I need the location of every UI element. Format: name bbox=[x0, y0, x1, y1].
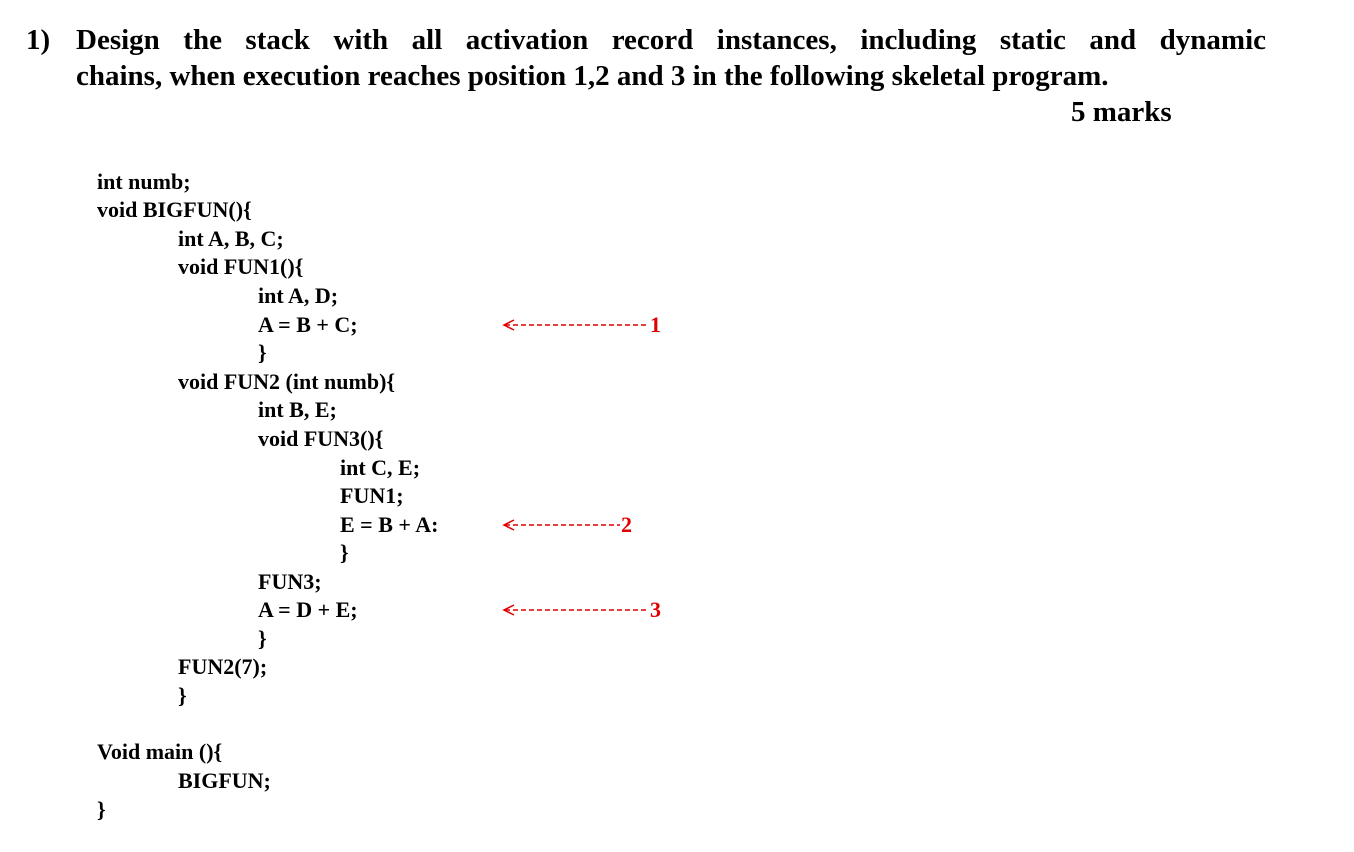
position-marker-2 bbox=[502, 511, 632, 539]
code-line: int C, E; bbox=[340, 455, 421, 480]
arrow-left-icon bbox=[502, 318, 649, 332]
code-line: A = D + E; bbox=[258, 597, 358, 622]
marks-label: 5 marks bbox=[1071, 96, 1172, 128]
code-line: } bbox=[258, 340, 267, 365]
question-line-2: chains, when execution reaches position 1,2 and 3 in the following skeletal program. bbox=[76, 60, 1109, 92]
code-line: } bbox=[178, 683, 187, 708]
code-line: void FUN1(){ bbox=[178, 254, 304, 279]
code-line: int A, B, C; bbox=[178, 226, 284, 251]
code-line: BIGFUN; bbox=[178, 768, 271, 793]
code-line: FUN3; bbox=[258, 569, 322, 594]
arrow-left-icon bbox=[502, 603, 649, 617]
code-line: FUN2(7); bbox=[178, 654, 268, 679]
code-line: void FUN2 (int numb){ bbox=[178, 369, 396, 394]
marker-label: 3 bbox=[650, 597, 661, 622]
code-line: } bbox=[97, 797, 106, 822]
question-text bbox=[26, 22, 1266, 94]
question-line-1: Design the stack with all activation record instances, including static and dynamic bbox=[76, 24, 1266, 56]
code-line: int numb; bbox=[97, 169, 191, 194]
code-line: void FUN3(){ bbox=[258, 426, 384, 451]
question-number: 1) bbox=[26, 24, 51, 56]
question-row-2 bbox=[26, 58, 1266, 94]
code-line: } bbox=[258, 626, 267, 651]
marker-label: 2 bbox=[621, 512, 632, 537]
code-line: A = B + C; bbox=[258, 312, 358, 337]
arrow-left-icon bbox=[502, 518, 620, 532]
code-line: int B, E; bbox=[258, 397, 337, 422]
position-marker-3 bbox=[502, 596, 661, 624]
marker-label: 1 bbox=[650, 312, 661, 337]
code-line: void BIGFUN(){ bbox=[97, 197, 252, 222]
position-marker-1 bbox=[502, 311, 661, 339]
code-line: } bbox=[340, 540, 349, 565]
code-line: E = B + A: bbox=[340, 512, 439, 537]
code-line: int A, D; bbox=[258, 283, 339, 308]
question-row-1 bbox=[26, 22, 1266, 58]
code-line: Void main (){ bbox=[97, 739, 223, 764]
code-line: FUN1; bbox=[340, 483, 404, 508]
